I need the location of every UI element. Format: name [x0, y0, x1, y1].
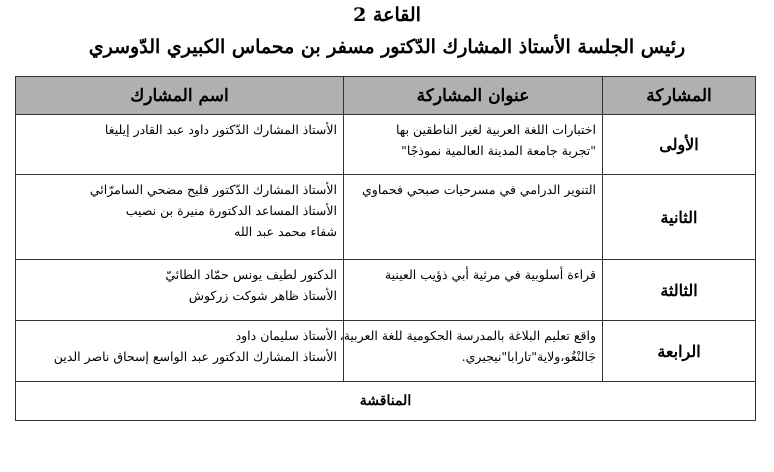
table-row: [16, 260, 756, 321]
participation-title: [339, 321, 603, 382]
participant-name: الأستاذ المساعد الدكتورة منيرة بن نصيب: [125, 203, 337, 218]
column-header-order: المشاركة: [603, 77, 756, 115]
discussion-row: [16, 382, 756, 421]
title-line: واقع تعليم البلاغة بالمدرسة الحكومية للغة العربية،: [339, 328, 596, 343]
participation-order: الثالثة: [603, 260, 756, 321]
participant-name: الأستاذ المشارك الدّكتور فليح مضحي السامرّائي: [89, 182, 337, 197]
session-schedule-table: [15, 76, 756, 421]
title-line: اختبارات اللغة العربية لغير الناطقين بها: [396, 122, 596, 137]
session-chair: رئيس الجلسة الأستاذ المشارك الدّكتور مسفر بن محماس الكبيري الدّوسري: [88, 36, 686, 58]
table-row: [16, 115, 756, 175]
table-row: [16, 321, 756, 382]
participant-name: الأستاذ المشارك الدكتور عبد الواسع إسحاق ناصر الدين: [53, 349, 337, 364]
participation-order: الأولى: [603, 115, 756, 175]
participation-order: الرابعة: [603, 321, 756, 382]
participant-names: [16, 115, 344, 175]
participant-names: [16, 260, 344, 321]
title-line: قراءة أسلوبية في مرثية أبي ذؤيب العينية: [384, 267, 596, 282]
column-header-title: عنوان المشاركة: [344, 77, 603, 115]
table-row: [16, 175, 756, 260]
title-line: جَالنْغُو،ولاية"تارابا"نيجيري.: [461, 349, 596, 364]
hall-title: القاعة 2: [353, 4, 421, 26]
participation-title: [344, 175, 603, 260]
column-header-participant: اسم المشارك: [16, 77, 344, 115]
participation-title: [344, 115, 603, 175]
participant-name: الأستاذ المشارك الدّكتور داود عبد القادر إيليغا: [104, 122, 337, 137]
participation-title: [344, 260, 603, 321]
discussion-label: المناقشة: [16, 382, 756, 421]
table-header-row: [16, 77, 756, 115]
participant-name: الأستاذ ظاهر شوكت زركوش: [188, 288, 337, 303]
participant-name: الأستاذ سليمان داود: [235, 328, 337, 343]
participant-names: [16, 321, 344, 382]
title-line: "تجربة جامعة المدينة العالمية نموذجًا": [401, 143, 596, 158]
participation-order: الثانية: [603, 175, 756, 260]
participant-name: الدكتور لطيف يونس حمّاد الطائيّ: [165, 267, 337, 282]
participant-names: [16, 175, 344, 260]
title-line: التنوير الدرامي في مسرحيات صبحي فحماوي: [362, 182, 596, 197]
participant-name: شفاء محمد عبد الله: [234, 224, 337, 239]
